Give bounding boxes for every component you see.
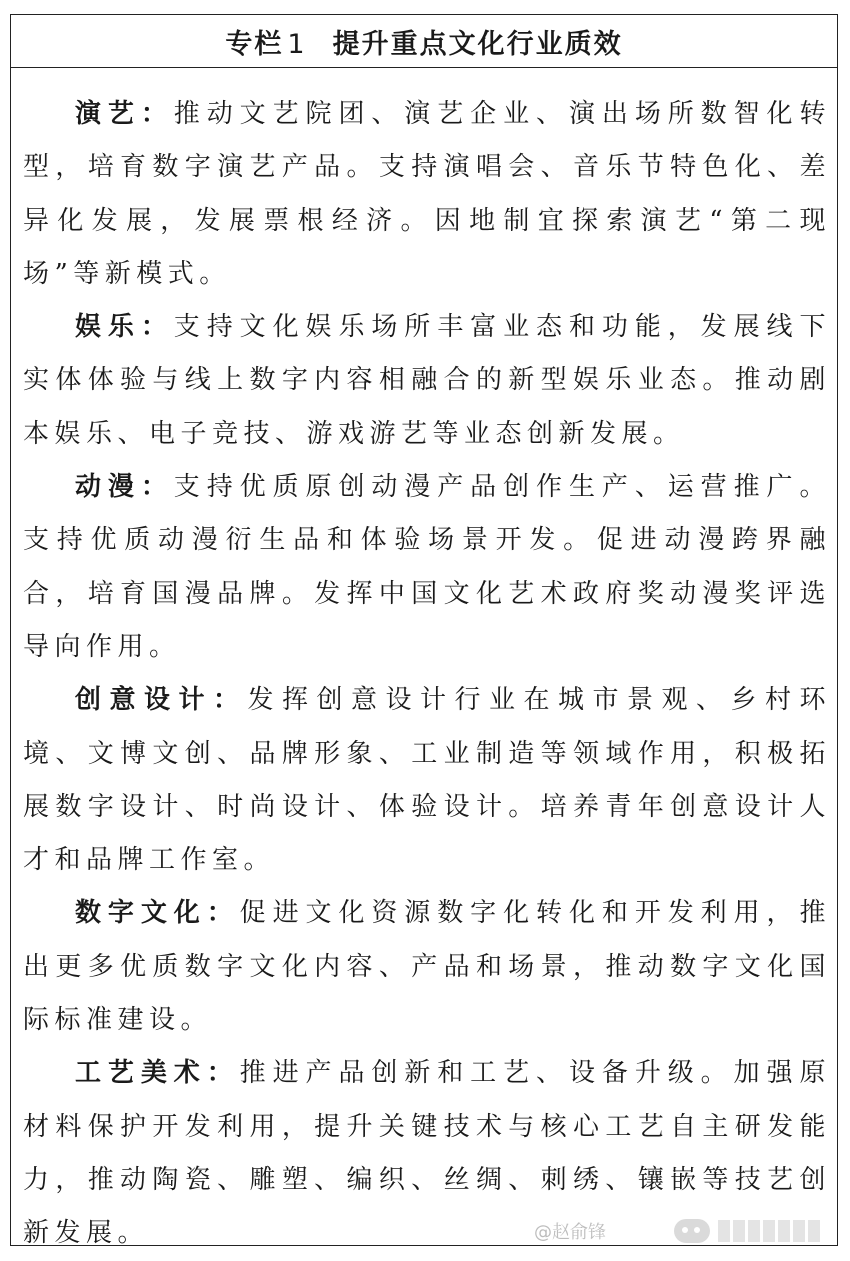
paragraph-label: 动漫：	[75, 472, 174, 503]
paragraph-text: 支持文化娱乐场所丰富业态和功能，发展线下实体体验与线上数字内容相融合的新型娱乐业态。推动剧本娱乐、电子竞技、游戏游艺等业态创新发展。	[23, 312, 831, 449]
wechat-icon	[674, 1219, 710, 1243]
paragraph-label: 演艺：	[75, 99, 174, 129]
watermark	[534, 1218, 820, 1244]
paragraph-label: 工艺美术：	[75, 1058, 240, 1089]
paragraph-text: 发挥创意设计行业在城市景观、乡村环境、文博文创、品牌形象、工业制造等领域作用，积极拓展数字设计、时尚设计、体验设计。培养青年创意设计人才和品牌工作室。	[23, 685, 831, 876]
paragraph-label: 创意设计：	[75, 685, 248, 716]
column-box	[10, 14, 838, 1249]
paragraph-text: 推动文艺院团、演艺企业、演出场所数智化转型，培育数字演艺产品。支持演唱会、音乐节特色化、差异化发展，发展票根经济。因地制宜探索演艺“第二现场”等新模式。	[23, 99, 831, 289]
paragraph-label: 娱乐：	[75, 312, 174, 343]
paragraph-creative-design	[23, 674, 831, 887]
paragraph-text: 促进文化资源数字化转化和开发利用，推出更多优质数字文化内容、产品和场景，推动数字文化国际标准建设。	[23, 898, 831, 1036]
column-number: 1	[287, 28, 307, 60]
paragraph-performing-arts	[23, 88, 831, 301]
paragraph-animation	[23, 461, 831, 674]
column-title	[225, 22, 622, 61]
watermark-text: @赵俞锋	[534, 1222, 606, 1243]
column-heading: 提升重点文化行业质效	[332, 28, 623, 60]
paragraph-label: 数字文化：	[75, 898, 240, 929]
title-row	[11, 15, 837, 68]
watermark-mask	[718, 1220, 820, 1242]
paragraph-entertainment	[23, 301, 831, 461]
paragraph-text: 支持优质原创动漫产品创作生产、运营推广。支持优质动漫衍生品和体验场景开发。促进动漫跨界融合，培育国漫品牌。发挥中国文化艺术政府奖动漫奖评选导向作用。	[23, 472, 831, 662]
column-label: 专栏	[225, 28, 284, 60]
column-content	[11, 68, 837, 1261]
paragraph-digital-culture	[23, 887, 831, 1047]
paragraph-text: 推进产品创新和工艺、设备升级。加强原材料保护开发利用，提升关键技术与核心工艺自主研发能力，推动陶瓷、雕塑、编织、丝绸、刺绣、镶嵌等技艺创新发展。	[23, 1058, 831, 1249]
